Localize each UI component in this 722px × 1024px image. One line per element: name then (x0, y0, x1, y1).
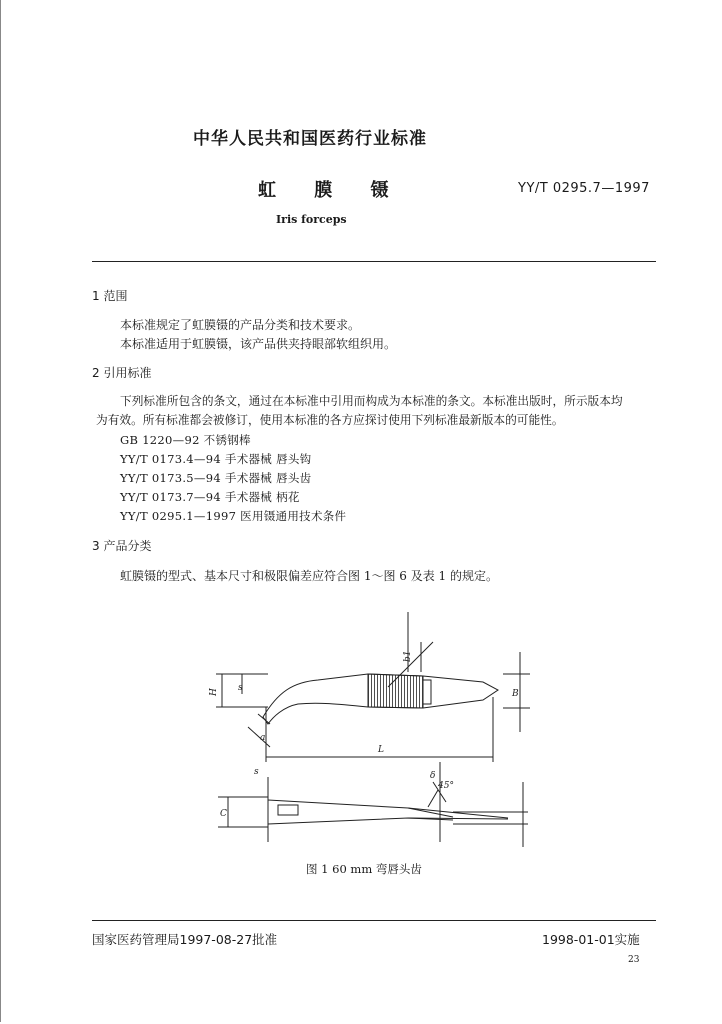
issuing-organization: 中华人民共和国医药行业标准 (193, 129, 427, 149)
figure-caption: 图 1 60 mm 弯唇头齿 (306, 862, 422, 876)
section-2-intro-line-1: 下列标准所包含的条文，通过在本标准中引用而构成为本标准的条文。本标准出版时，所示版本均 (120, 394, 623, 408)
footer-divider (92, 920, 656, 921)
figure-1-drawing (208, 612, 538, 852)
label-delta: δ (430, 771, 436, 781)
reference-item: YY/T 0295.1—1997 医用镊通用技术条件 (120, 509, 347, 523)
label-l: L (378, 745, 384, 755)
page-number: 23 (628, 955, 640, 965)
label-b: B (512, 689, 519, 699)
label-c: C (220, 809, 227, 819)
label-h: H (209, 688, 219, 696)
section-3-heading: 3 产品分类 (92, 539, 152, 553)
label-angle: 45° (438, 781, 454, 791)
section-2-heading: 2 引用标准 (92, 366, 152, 380)
label-s: s (238, 683, 243, 693)
standard-number: YY/T 0295.7—1997 (518, 181, 650, 196)
section-2-intro-line-2: 为有效。所有标准都会被修订，使用本标准的各方应探讨使用下列标准最新版本的可能性。 (96, 413, 564, 427)
label-b1: b1 (403, 650, 413, 662)
reference-item: YY/T 0173.5—94 手术器械 唇头齿 (120, 471, 312, 485)
approval-note: 国家医药管理局1997-08-27批准 (92, 932, 278, 947)
reference-item: YY/T 0173.4—94 手术器械 唇头钩 (120, 452, 312, 466)
label-s-top: s (254, 767, 259, 777)
section-1-heading: 1 范围 (92, 289, 128, 303)
effective-date: 1998-01-01实施 (542, 932, 640, 947)
english-subtitle: Iris forceps (276, 213, 347, 226)
section-1-line-1: 本标准规定了虹膜镊的产品分类和技术要求。 (120, 318, 361, 332)
document-title: 虹 膜 镊 (258, 180, 405, 201)
reference-item: GB 1220—92 不锈钢棒 (120, 433, 251, 447)
reference-item: YY/T 0173.7—94 手术器械 柄花 (120, 490, 300, 504)
section-1-line-2: 本标准适用于虹膜镊，该产品供夹持眼部软组织用。 (120, 337, 397, 351)
section-3-line: 虹膜镊的型式、基本尺寸和极限偏差应符合图 1～图 6 及表 1 的规定。 (120, 569, 498, 583)
header-divider (92, 261, 656, 262)
label-a: a (260, 733, 266, 743)
